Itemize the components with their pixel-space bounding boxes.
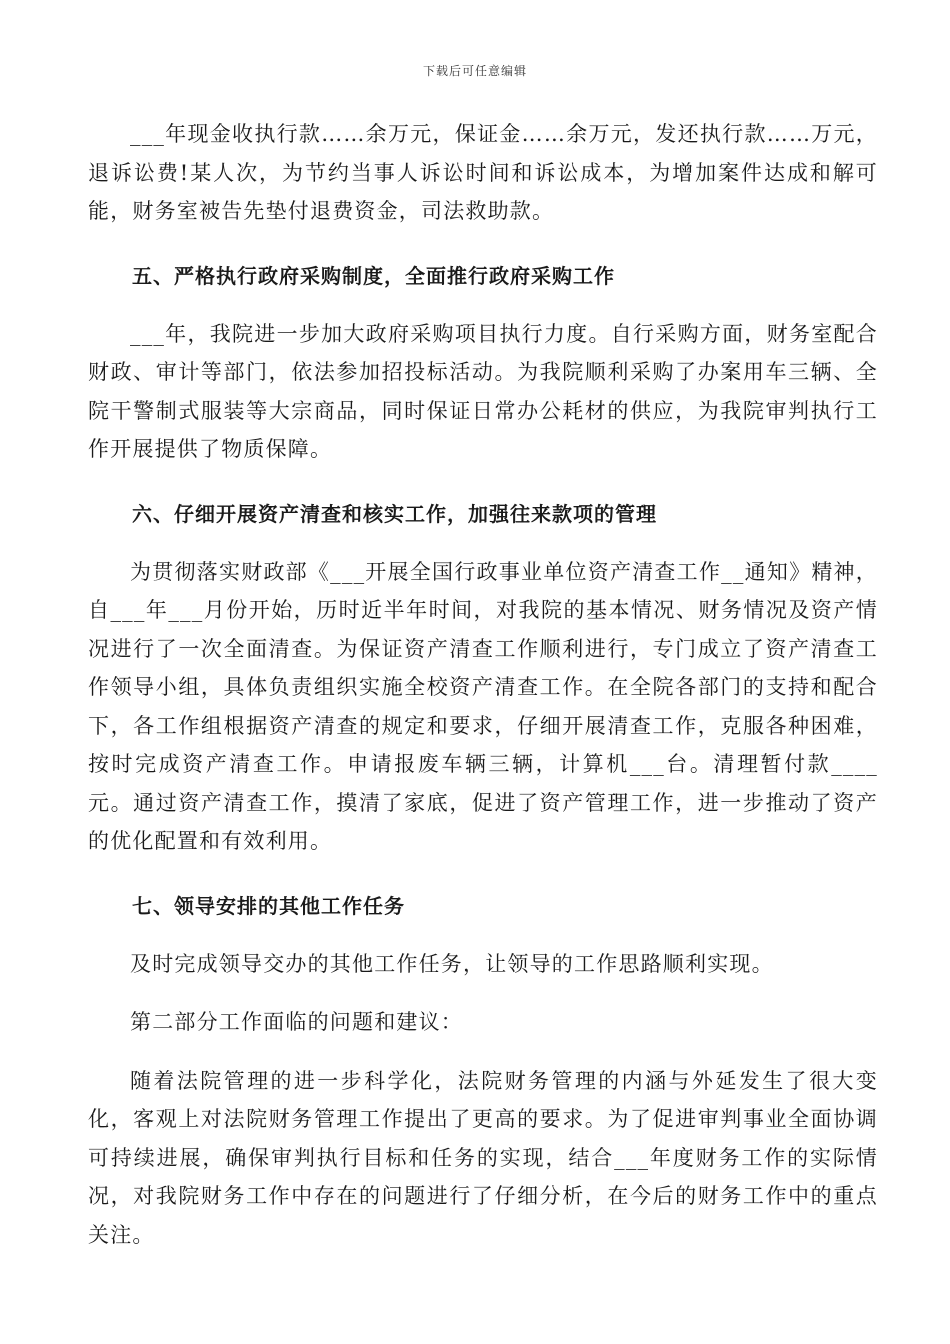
paragraph-problems-suggestions: 随着法院管理的进一步科学化，法院财务管理的内涵与外延发生了很大变化，客观上对法院财务管理工作提出了更高的要求。为了促进审判事业全面协调可持续进展，确保审判执行目标和任务的实现，结合___年度财务工作的实际情况，对我院财务工作中存在的问题进行了仔细分析，在今后的财务工作中的重点关注。 (88, 1068, 878, 1247)
page-header: 下载后可任意编辑 (422, 64, 527, 78)
document-body (88, 115, 878, 1254)
section-heading-procurement: 五、严格执行政府采购制度，全面推行政府采购工作 (132, 263, 615, 288)
section-heading-other-tasks: 七、领导安排的其他工作任务 (132, 893, 405, 918)
section-heading-asset-audit: 六、仔细开展资产清查和核实工作，加强往来款项的管理 (132, 501, 657, 526)
paragraph-execution-funds: ___年现金收执行款……余万元，保证金……余万元，发还执行款……万元，退诉讼费!某人次，为节约当事人诉讼时间和诉讼成本，为增加案件达成和解可能，财务室被告先垫付退费资金，司法救助款。 (88, 122, 878, 223)
paragraph-asset-audit: 为贯彻落实财政部《___开展全国行政事业单位资产清查工作__通知》精神，自___年___月份开始，历时近半年时间，对我院的基本情况、财务情况及资产情况进行了一次全面清查。为保证资产清查工作顺利进行，专门成立了资产清查工作领导小组，具体负责组织实施全校资产清查工作。在全院各部门的支持和配合下，各工作组根据资产清查的规定和要求，仔细开展清查工作，克服各种困难，按时完成资产清查工作。申请报废车辆三辆，计算机___台。清理暂付款____元。通过资产清查工作，摸清了家底，促进了资产管理工作，进一步推动了资产的优化配置和有效利用。 (88, 559, 878, 853)
paragraph-other-tasks: 及时完成领导交办的其他工作任务，让领导的工作思路顺利实现。 (130, 951, 774, 976)
paragraph-procurement: ___年，我院进一步加大政府采购项目执行力度。自行采购方面，财务室配合财政、审计等部门，依法参加招投标活动。为我院顺利采购了办案用车三辆、全院干警制式服装等大宗商品，同时保证日常办公耗材的供应，为我院审判执行工作开展提供了物质保障。 (88, 321, 878, 461)
paragraph-part-two-title: 第二部分工作面临的问题和建议： (130, 1010, 463, 1034)
